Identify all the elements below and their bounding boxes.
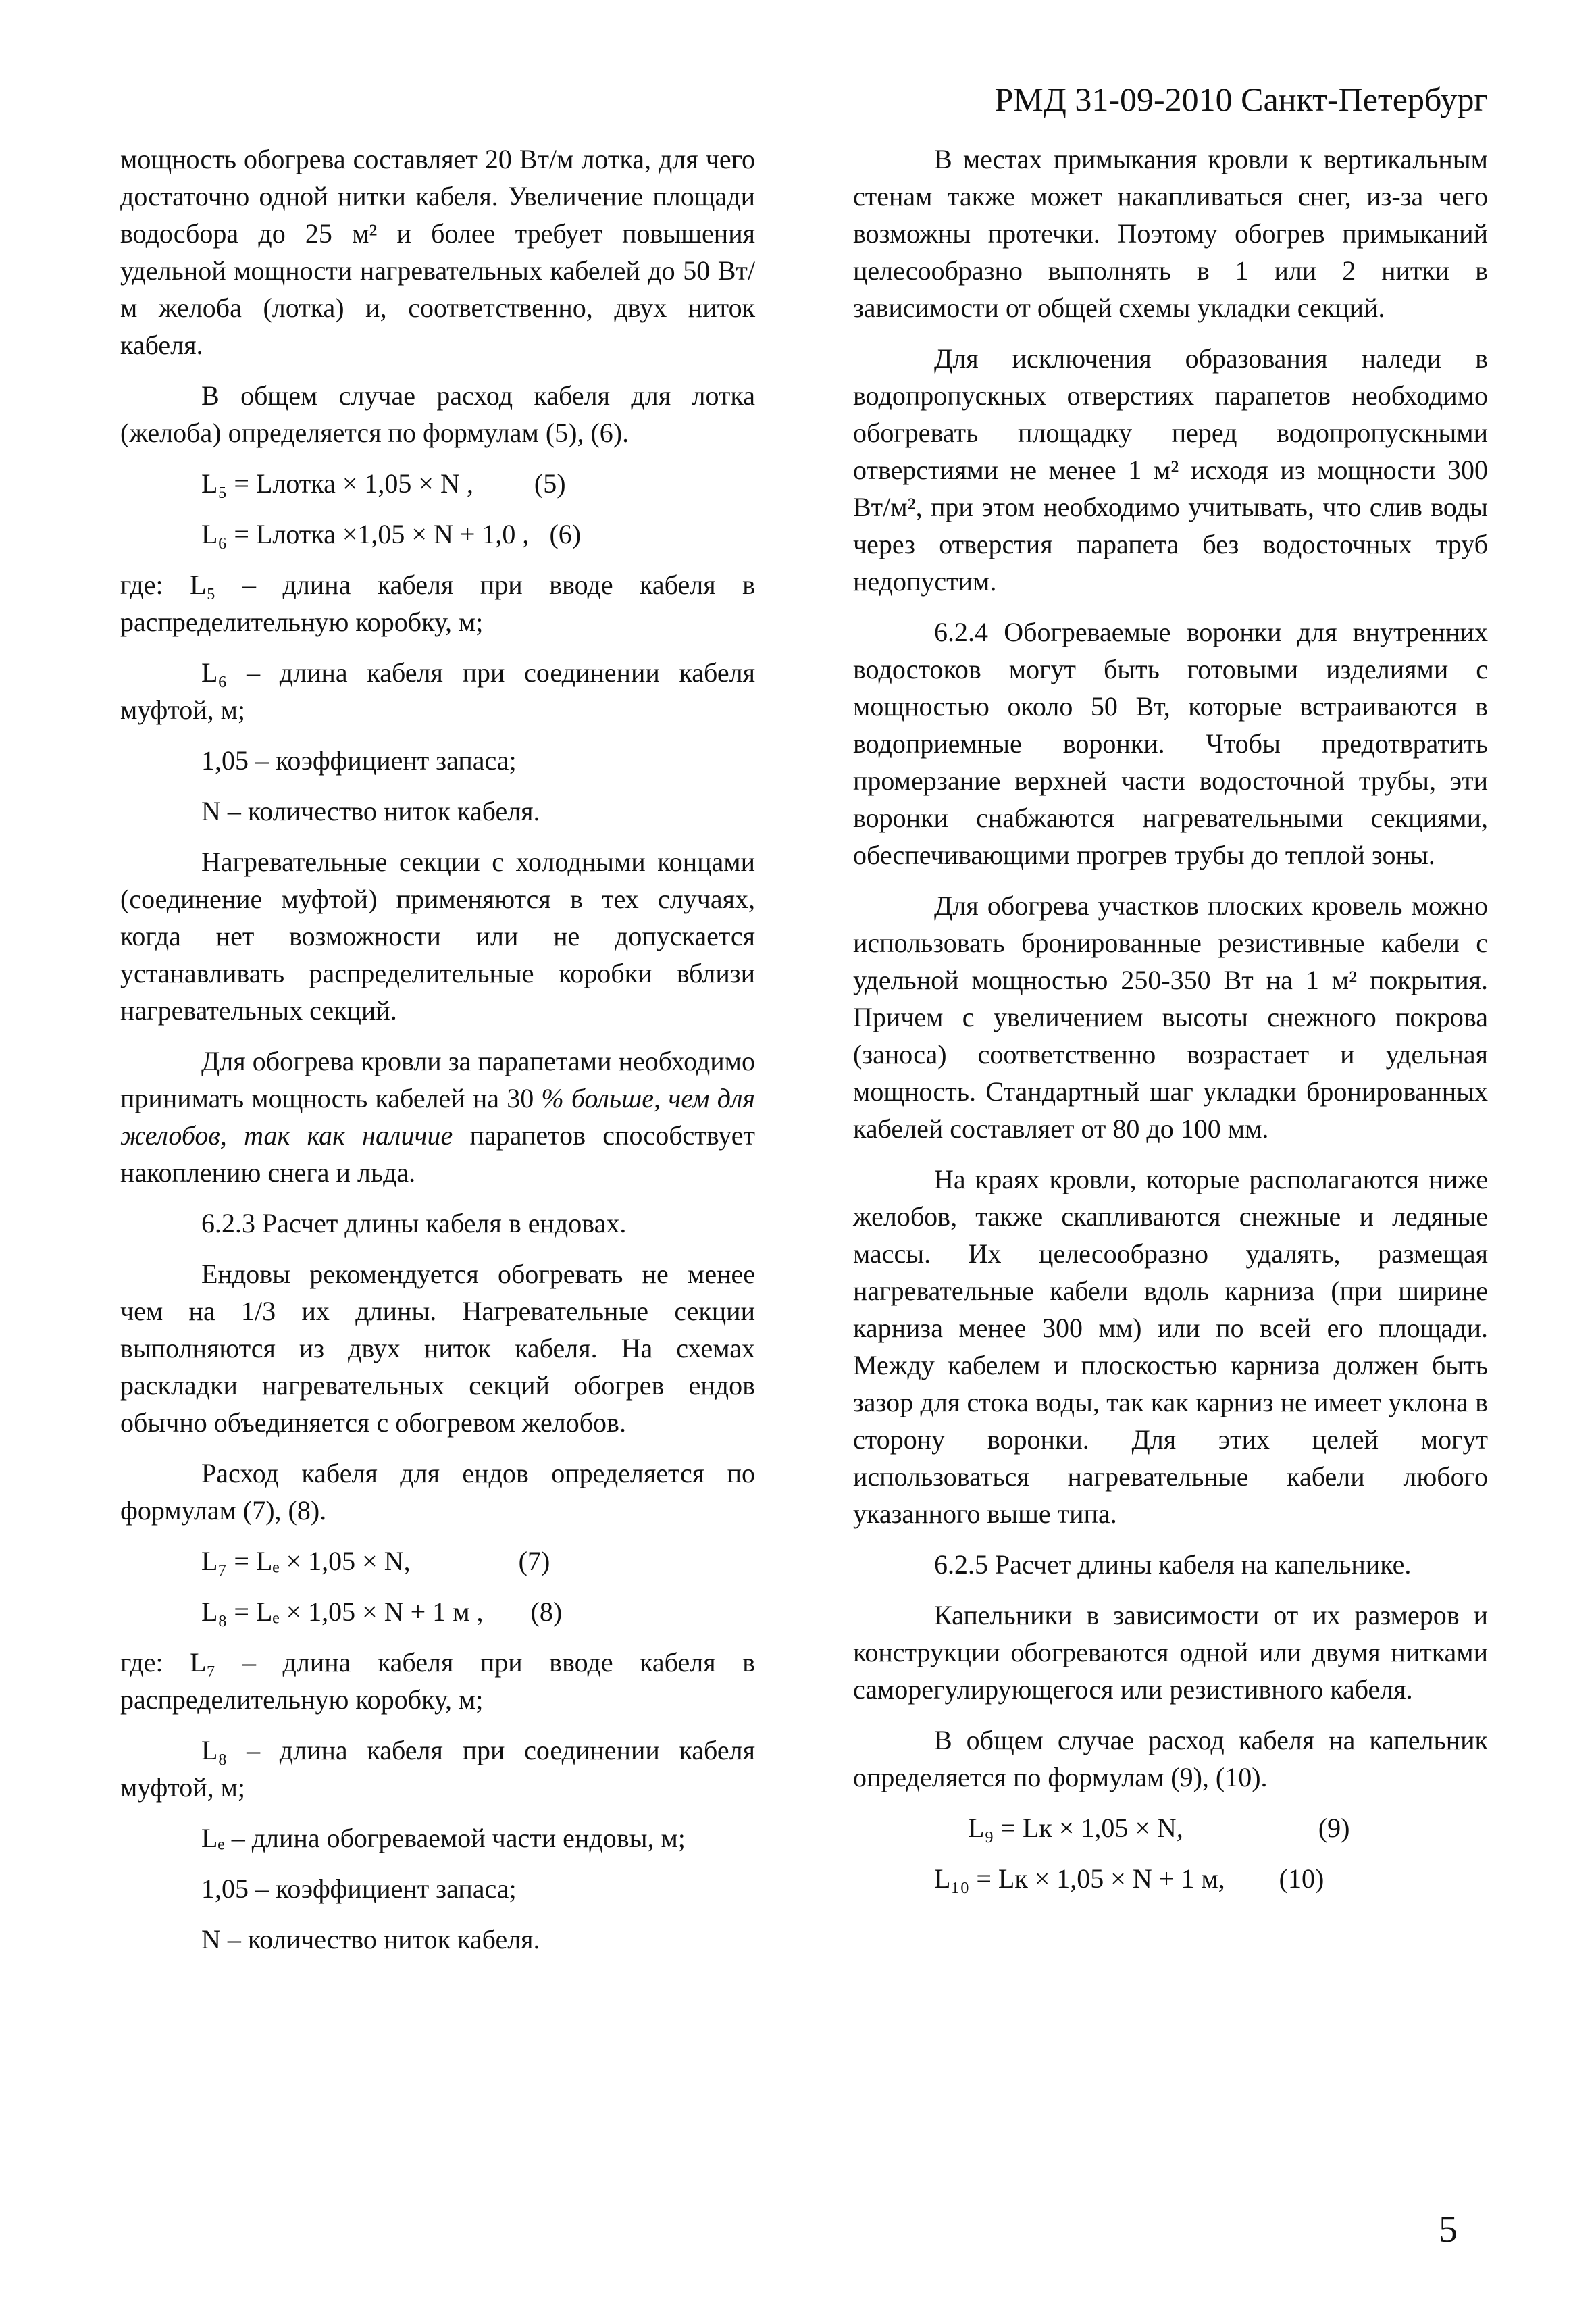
paragraph: На краях кровли, которые располагаются ниже желобов, также скапливаются снежные и ледяные массы. Их целесообразно удалять, размещая нагревательные кабели вдоль карниза (при ширине карниза менее 300 мм) или по всей его площади. Между кабелем и плоскостью карниза должен быть зазор для стока воды, так как карниз не имеет уклона в сторону воронки. Для этих целей могут использоваться нагревательные кабели любого указанного выше типа. xyxy=(853,1164,1488,1529)
paragraph: Для исключения образования наледи в водопропускных отверстиях парапетов необходимо обогревать площадку перед водопропускными отверстиями не менее 1 м² исходя из мощности 300 Вт/м², при этом необходимо учитывать, что слив воды через отверстия парапета без водосточных труб недопустим. xyxy=(853,343,1488,597)
definition: Lₑ – длина обогреваемой части ендовы, м; xyxy=(201,1823,686,1853)
formula-text: L₁₀ = Lк × 1,05 × N + 1 м, xyxy=(934,1863,1225,1894)
formula-7 xyxy=(120,1542,755,1580)
formula-number: (8) xyxy=(530,1596,563,1627)
text-run: парапетов способствует накоплению снега и льда. xyxy=(120,1120,756,1188)
document-header xyxy=(810,80,1488,134)
section-heading: 6.2.3 Расчет длины кабеля в ендовах. xyxy=(201,1208,627,1238)
definition: L₆ – длина кабеля при соединении кабеля муфтой, м; xyxy=(120,657,755,725)
paragraph: Расход кабеля для ендов определяется по формулам (7), (8). xyxy=(120,1458,755,1526)
formula-text: L₉ = Lк × 1,05 × N, xyxy=(968,1813,1183,1843)
paragraph: Капельники в зависимости от их размеров и конструкции обогреваются одной или двумя нитками саморегулирующегося или резистивного кабеля. xyxy=(853,1600,1488,1705)
formula-text: L₆ = Lлотка ×1,05 × N + 1,0 , xyxy=(201,519,530,549)
text-run: Для обогрева кровли за парапетами необходимо принимать мощность кабелей на 30 xyxy=(120,1046,755,1113)
italic-text: % больше, чем для желобов, так как наличие xyxy=(120,1083,755,1151)
left-column xyxy=(120,141,755,1971)
definition: 1,05 – коэффициент запаса; xyxy=(201,1873,517,1904)
formula-6 xyxy=(120,515,755,553)
formula-number: (6) xyxy=(549,519,582,549)
definition: N – количество ниток кабеля. xyxy=(201,1924,540,1955)
paragraph: В местах примыкания кровли к вертикальным стенам также может накапливаться снег, из-за чего возможны протечки. Поэтому обогрев примыканий целесообразно выполнять в 1 или 2 нитки в зависимости от общей схемы укладки секций. xyxy=(853,144,1488,323)
paragraph: Для обогрева участков плоских кровель можно использовать бронированные резистивные кабели с удельной мощностью 250-350 Вт на 1 м² покрытия. Причем с увеличением высоты снежного покрова (заноса) соответственно возрастает и удельная мощность. Стандартный шаг укладки бронированных кабелей составляет от 80 до 100 мм. xyxy=(853,890,1488,1144)
formula-number: (10) xyxy=(1279,1863,1324,1894)
definition: L₈ – длина кабеля при соединении кабеля муфтой, м; xyxy=(120,1735,755,1803)
formula-text: L₅ = Lлотка × 1,05 × N , xyxy=(201,468,473,499)
paragraph: В общем случае расход кабеля на капельник определяется по формулам (9), (10). xyxy=(853,1725,1488,1792)
definition: где: L₅ – длина кабеля при вводе кабеля в распределительную коробку, м; xyxy=(120,570,755,637)
page-number: 5 xyxy=(1439,2209,1458,2250)
paragraph: В общем случае расход кабеля для лотка (желоба) определяется по формулам (5), (6). xyxy=(120,380,755,448)
formula-number: (5) xyxy=(534,468,566,499)
formula-9 xyxy=(853,1809,1488,1846)
formula-text: L₈ = Lₑ × 1,05 × N + 1 м , xyxy=(201,1596,484,1627)
definition: где: L₇ – длина кабеля при вводе кабеля в распределительную коробку, м; xyxy=(120,1647,755,1715)
paragraph: мощность обогрева составляет 20 Вт/м лотка, для чего достаточно одной нитки кабеля. Увеличение площади водосбора до 25 м² и более требует повышения удельной мощности нагревательных кабелей до 50 Вт/м желоба (лотка) и, соответственно, двух ниток кабеля. xyxy=(120,144,755,360)
formula-10 xyxy=(853,1860,1488,1897)
definition: N – количество ниток кабеля. xyxy=(201,796,540,826)
formula-number: (7) xyxy=(518,1546,550,1576)
paragraph xyxy=(120,1042,755,1191)
formula-text: L₇ = Lₑ × 1,05 × N, xyxy=(201,1546,411,1576)
right-column xyxy=(853,141,1488,1911)
section-heading: 6.2.5 Расчет длины кабеля на капельнике. xyxy=(934,1549,1412,1580)
paragraph: 6.2.4 Обогреваемые воронки для внутренних водостоков могут быть готовыми изделиями с мощностью около 50 Вт, которые встраиваются в водоприемные воронки. Чтобы предотвратить промерзание верхней части водосточной трубы, эти воронки снабжаются нагревательными секциями, обеспечивающими прогрев трубы до теплой зоны. xyxy=(853,617,1488,870)
paragraph: Ендовы рекомендуется обогревать не менее чем на 1/3 их длины. Нагревательные секции выполняются из двух ниток кабеля. На схемах раскладки нагревательных секций обогрев ендов обычно объединяется с обогревом желобов. xyxy=(120,1259,755,1438)
formula-5 xyxy=(120,465,755,502)
document-id: РМД 31-09-2010 Санкт-Петербург xyxy=(994,80,1488,118)
paragraph: Нагревательные секции с холодными концами (соединение муфтой) применяются в тех случаях, когда нет возможности или не допускается устанавливать распределительные коробки вблизи нагревательных секций. xyxy=(120,847,755,1026)
formula-8 xyxy=(120,1593,755,1630)
formula-number: (9) xyxy=(1318,1813,1350,1843)
definition: 1,05 – коэффициент запаса; xyxy=(201,745,517,776)
